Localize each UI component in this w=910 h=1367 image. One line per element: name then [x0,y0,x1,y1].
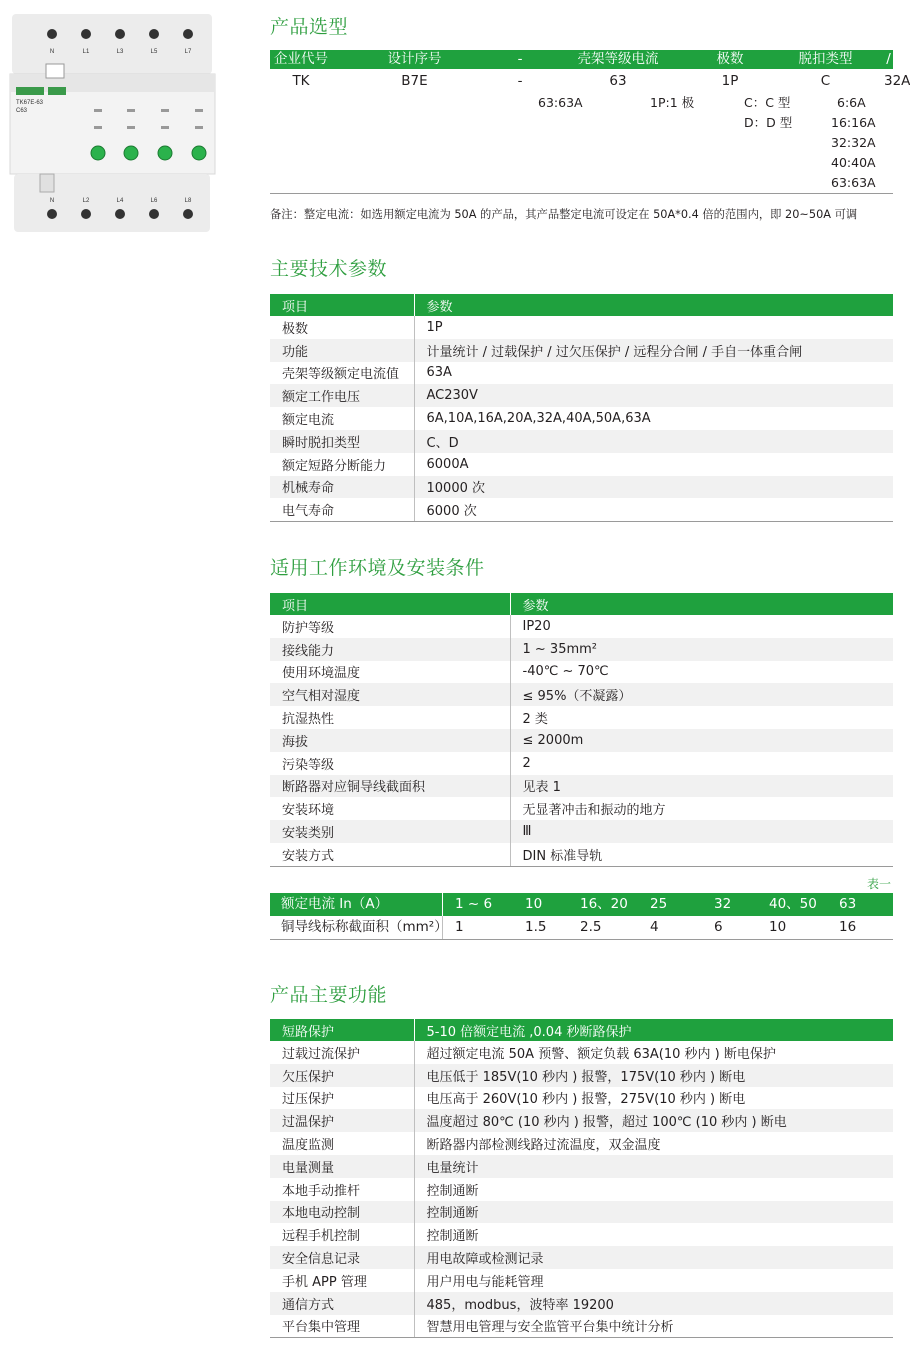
item-cell: 电气寿命 [270,498,414,521]
wire-table [270,893,893,940]
value-cell: DIN 标准导轨 [510,843,893,866]
value-cell: -40℃ ~ 70℃ [522,664,609,680]
item-cell: 远程手机控制 [270,1223,414,1246]
header-cell: 参数 [414,294,893,316]
table-row [270,615,893,638]
item-cell: 机械寿命 [270,476,414,499]
current-option: 63:63A [831,175,876,190]
section-value: 10 [769,919,787,935]
header-cell: - [517,51,523,67]
value-cell: ≤ 95%（不凝露） [510,683,893,706]
section-value: 2.5 [580,919,602,935]
current-value: 16、20 [580,896,628,912]
value-cell: 63A [426,365,452,381]
section-title-func: 产品主要功能 [270,984,388,1006]
item-cell: 安全信息记录 [270,1246,414,1269]
value-cell: 见表 1 [510,775,893,798]
value-cell: 控制通断 [426,1229,479,1245]
table-row [270,1132,893,1155]
table-row [270,797,893,820]
section-value: 6 [714,919,723,935]
value-cell: 485，modbus，波特率 19200 [414,1292,893,1315]
item-cell: 抗湿热性 [270,706,510,729]
item-cell: 安装类别 [270,820,510,843]
value-cell: 电压低于 185V(10 秒内 ) 报警，175V(10 秒内 ) 断电 [414,1064,893,1087]
table-header-row [270,1019,893,1041]
value-cell: C、D [414,430,893,453]
device-model: TK67E-63 [16,100,44,106]
item-cell: 欠压保护 [270,1064,414,1087]
table-row [270,1041,893,1064]
example-cell: - [517,73,523,89]
wire-current-label: 额定电流 In（A） [270,893,443,916]
example-cell: B7E [401,73,428,89]
current-value: 32 [714,896,732,912]
current-option: 6:6A [837,95,866,110]
table-row [270,1315,893,1338]
product-image [10,12,215,234]
selection-table [270,50,910,194]
section-value: 4 [650,919,659,935]
table-tag: 表一 [867,877,892,891]
table-row [270,820,893,843]
func-table [270,1019,893,1338]
current-value: 1 ~ 6 [455,896,493,912]
value-cell: ≤ 2000m [510,729,893,752]
table-row [270,638,893,661]
item-cell: 过压保护 [270,1087,414,1110]
value-cell: IP20 [522,618,551,634]
value-cell: 电量统计 [414,1155,893,1178]
item-cell: 本地手动推杆 [270,1178,414,1201]
item-cell: 温度监测 [270,1132,414,1155]
value-cell: 超过额定电流 50A 预警、额定负载 63A(10 秒内 ) 断电保护 [426,1046,776,1062]
header-cell: 企业代号 [274,51,328,67]
terminal-label: N [49,198,55,204]
value-cell: 用电故障或检测记录 [414,1246,893,1269]
item-cell: 额定短路分断能力 [270,453,414,476]
item-cell: 本地电动控制 [270,1201,414,1224]
item-cell: 通信方式 [270,1292,414,1315]
terminal-label: L5 [150,49,158,55]
example-cell: TK [292,73,310,89]
table-row [270,316,893,339]
value-cell: AC230V [414,384,893,407]
table-row [270,1223,893,1246]
value-cell: 温度超过 80℃ (10 秒内 ) 报警，超过 100℃ (10 秒内 ) 断电 [414,1109,893,1132]
header-cell: 短路保护 [270,1019,414,1041]
table-row [270,362,893,385]
terminal-label: L1 [82,49,90,55]
table-row [270,476,893,499]
section-value: 1 [455,919,464,935]
item-cell: 瞬时脱扣类型 [270,430,414,453]
table-row [270,843,893,866]
value-cell: 断路器内部检测线路过流温度，双金温度 [426,1138,661,1154]
terminal-label: N [49,49,55,55]
current-value: 63 [839,896,857,912]
example-cell: C [820,73,831,89]
frame-option: 63:63A [538,95,583,110]
terminal-label: L6 [150,198,158,204]
example-cell: 1P [721,73,739,89]
wire-section-label: 铜导线标称截面积（mm²） [270,916,443,939]
trip-option: C：C 型 [744,95,791,110]
value-cell: 电压高于 260V(10 秒内 ) 报警，275V(10 秒内 ) 断电 [426,1092,746,1108]
table-row [270,683,893,706]
header-cell: 脱扣类型 [798,51,853,67]
table-row [270,453,893,476]
value-cell: 控制通断 [426,1183,479,1199]
table-row [270,1178,893,1201]
header-cell: 项目 [270,294,414,316]
terminal-label: L7 [184,49,192,55]
value-cell: 控制通断 [414,1201,893,1224]
table-row [270,1109,893,1132]
item-cell: 壳架等级额定电流值 [270,362,414,385]
terminal-label: L8 [184,198,192,204]
example-cell: 63 [609,73,627,89]
trip-option: D：D 型 [744,115,793,130]
value-cell: 1 ~ 35mm² [510,638,893,661]
table-row [270,1201,893,1224]
header-cell: 参数 [510,593,893,615]
value-cell: 10000 次 [414,476,893,499]
table-header-row [270,593,893,615]
current-option: 16:16A [831,115,876,130]
table-row [270,1292,893,1315]
item-cell: 使用环境温度 [270,661,510,684]
value-cell: 无显著冲击和振动的地方 [522,803,666,819]
terminal-label: L4 [116,198,124,204]
value-cell: 1P [426,319,443,335]
item-cell: 安装方式 [270,843,510,866]
table-row [270,752,893,775]
section-title-selection: 产品选型 [270,16,349,38]
table-row [270,407,893,430]
item-cell: 过载过流保护 [270,1041,414,1064]
item-cell: 额定工作电压 [270,384,414,407]
value-cell: 计量统计 / 过载保护 / 过欠压保护 / 远程分合闸 / 手自一体重合闸 [414,339,893,362]
value-cell: 6A,10A,16A,20A,32A,40A,50A,63A [426,411,651,427]
section-value: 1.5 [525,919,547,935]
section-title-tech: 主要技术参数 [270,258,388,280]
value-cell: 6000 次 [414,498,893,521]
value-cell: Ⅲ [510,820,893,843]
pole-option: 1P:1 极 [650,95,695,110]
item-cell: 过温保护 [270,1109,414,1132]
value-cell: 2 [522,755,531,771]
value-cell: 2 类 [522,712,548,728]
table-row [270,384,893,407]
value-cell: 6000A [426,456,469,472]
table-row [270,1087,893,1110]
section-value: 16 [839,919,857,935]
item-cell: 断路器对应铜导线截面积 [270,775,510,798]
table-row [270,729,893,752]
selection-note: 备注：整定电流：如选用额定电流为 50A 的产品，其产品整定电流可设定在 50A*0.4 倍的范围内，即 20~50A 可调 [270,208,858,221]
example-cell: 32A [884,73,910,89]
value-cell: 用户用电与能耗管理 [426,1274,544,1290]
wire-current-row [270,893,893,916]
item-cell: 平台集中管理 [270,1315,414,1338]
table-row [270,1246,893,1269]
tech-table [270,294,893,522]
current-option: 40:40A [831,155,876,170]
item-cell: 电量测量 [270,1155,414,1178]
header-cell: / [886,51,891,67]
table-row [270,1064,893,1087]
item-cell: 极数 [270,316,414,339]
current-option: 32:32A [831,135,876,150]
item-cell: 接线能力 [270,638,510,661]
table-row [270,1155,893,1178]
header-cell: 设计序号 [387,51,442,67]
item-cell: 额定电流 [270,407,414,430]
value-cell: 智慧用电管理与安全监管平台集中统计分析 [414,1315,893,1338]
table-row [270,1269,893,1292]
header-cell: 极数 [716,51,744,67]
item-cell: 功能 [270,339,414,362]
item-cell: 防护等级 [270,615,510,638]
table-header-row [270,294,893,316]
table-row [270,430,893,453]
current-value: 25 [650,896,668,912]
selection-example-row [270,69,910,93]
item-cell: 海拔 [270,729,510,752]
item-cell: 空气相对湿度 [270,683,510,706]
wire-section-row [270,916,893,940]
item-cell: 污染等级 [270,752,510,775]
terminal-label: L3 [116,49,124,55]
current-value: 10 [525,896,543,912]
device-model-sub: C63 [16,108,28,114]
table-row [270,498,893,521]
table-row [270,775,893,798]
header-cell: 项目 [270,593,510,615]
terminal-label: L2 [82,198,90,204]
current-value: 40、50 [769,896,817,912]
table-row [270,706,893,729]
table-row [270,339,893,362]
env-table [270,593,893,867]
section-title-env: 适用工作环境及安装条件 [270,557,485,579]
item-cell: 手机 APP 管理 [270,1269,414,1292]
header-cell: 5-10 倍额定电流 ,0.04 秒断路保护 [414,1019,893,1041]
selection-options [270,93,893,194]
item-cell: 安装环境 [270,797,510,820]
table-row [270,661,893,684]
header-cell: 壳架等级电流 [577,51,659,67]
selection-header [270,50,893,69]
